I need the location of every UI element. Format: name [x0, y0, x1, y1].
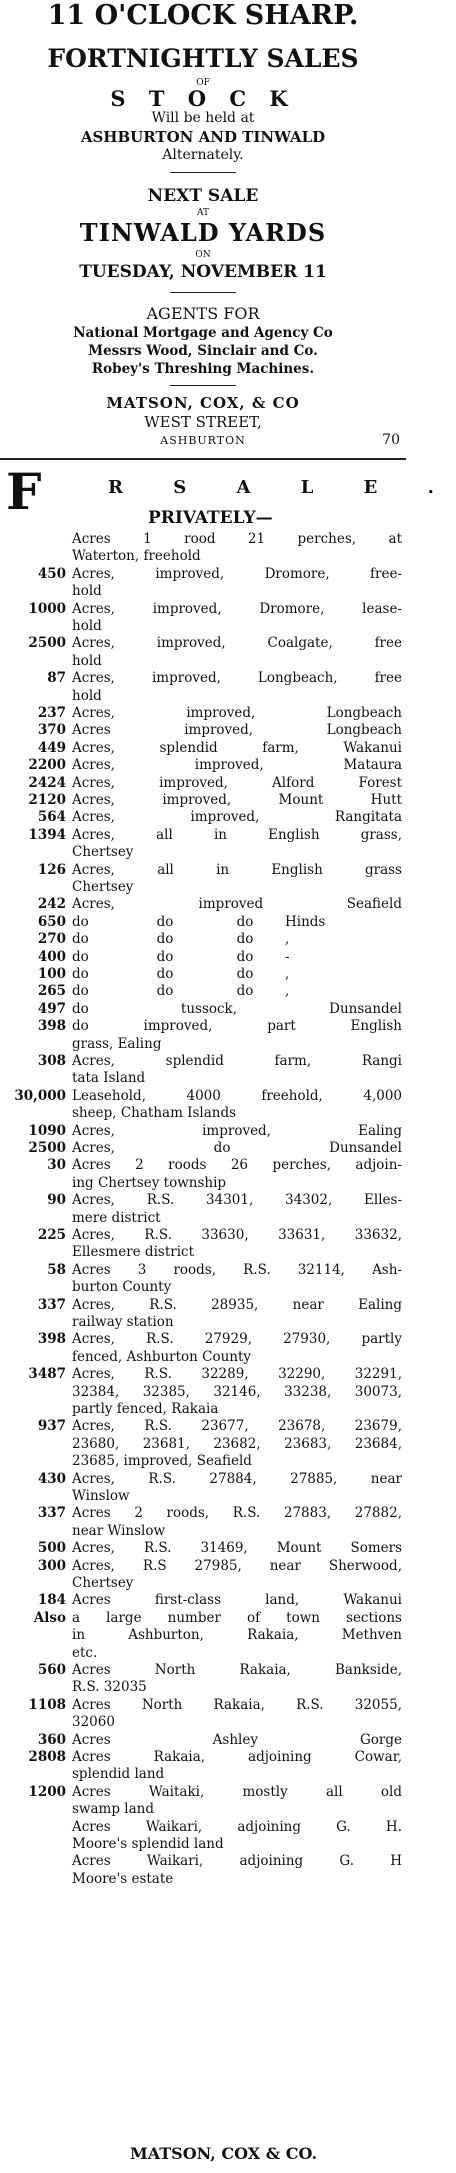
listing-acres: 1090	[28, 1122, 66, 1139]
held-at-line: Will be held at	[151, 110, 255, 126]
listing-continuation: grass, Ealing	[72, 1035, 162, 1052]
listing-entry	[0, 1366, 406, 1418]
firm-name: MATSON, COX, & CO	[106, 394, 300, 412]
ditto-mark: do	[72, 948, 89, 965]
listing-acres: 237	[37, 705, 66, 721]
alternately-line: Alternately.	[162, 147, 244, 163]
listing-continuation: mere district	[72, 1209, 161, 1226]
ditto-mark: do	[156, 966, 174, 982]
listing-entry	[0, 1018, 406, 1053]
listing-acres: 242	[37, 896, 66, 913]
agent-line: National Mortgage and Agency Co	[73, 325, 333, 341]
listing-text: 32384, 32385, 32146, 33238, 30073,	[72, 1383, 402, 1400]
listing-continuation: Chertsey	[72, 878, 134, 895]
listing-acres: 300	[37, 1557, 66, 1574]
listing-continuation: hold	[72, 617, 102, 634]
listing-text: do improved, part English	[72, 1018, 402, 1035]
listing-acres: 308	[37, 1053, 66, 1069]
listing-text: Acres, improved, Mount Hutt	[72, 792, 402, 808]
agents-for-label: AGENTS FOR	[146, 304, 260, 323]
listing-acres: 100	[37, 966, 66, 982]
listing-entry	[0, 757, 406, 774]
listing-entry	[0, 1192, 406, 1227]
listing-acres: 398	[37, 1331, 66, 1348]
listing-text: Acres, improved, Longbeach	[72, 705, 402, 721]
listing-entry	[0, 1331, 406, 1366]
ditto-mark: do	[72, 966, 89, 982]
listing-text: Acres, R.S. 27884, 27885, near	[72, 1470, 402, 1487]
column-divider	[0, 458, 406, 460]
ditto-row	[0, 931, 406, 948]
ditto-mark: do	[72, 913, 89, 930]
listing-entry	[0, 1697, 406, 1732]
privately-label: PRIVATELY—	[148, 508, 273, 528]
listing-acres: Also	[33, 1609, 66, 1626]
drop-cap: F	[6, 462, 42, 521]
listing-text: Leasehold, 4000 freehold, 4,000	[72, 1087, 402, 1104]
listing-text: Acres, all in English grass	[72, 861, 402, 878]
listing-text: Acres 1 rood 21 perches, at	[72, 531, 402, 547]
listing-text: 23680, 23681, 23682, 23683, 23684,	[72, 1435, 402, 1452]
ditto-mark: do	[236, 913, 254, 930]
listing-entry	[0, 740, 406, 757]
listing-entry	[0, 1540, 406, 1557]
listing-entry	[0, 775, 406, 792]
ditto-mark: do	[156, 913, 174, 930]
divider	[170, 292, 236, 293]
listing-entry	[0, 1505, 406, 1540]
divider	[170, 172, 236, 173]
listing-acres: 450	[37, 565, 66, 582]
divider	[170, 385, 236, 386]
listing-acres: 650	[37, 913, 66, 930]
listing-continuation: splendid land	[72, 1766, 165, 1783]
listing-text: Acres, splendid farm, Wakanui	[72, 739, 402, 756]
listing-acres: 3487	[28, 1366, 66, 1383]
listing-acres: 560	[37, 1662, 66, 1678]
ditto-row	[0, 966, 406, 983]
listing-acres: 30,000	[14, 1087, 66, 1104]
listing-entry	[0, 722, 406, 739]
for-sale-heading: R S A L E .	[108, 477, 456, 498]
listing-acres: 1394	[28, 826, 66, 843]
listing-text: Acres, R.S. 28935, near Ealing	[72, 1296, 402, 1313]
listing-continuation: Chertsey	[72, 1574, 134, 1591]
listing-acres: 90	[47, 1192, 66, 1209]
listing-text: Acres Waikari, adjoining G. H	[72, 1853, 402, 1870]
listing-continuation: burton County	[72, 1279, 172, 1296]
listing-acres: 497	[37, 1000, 66, 1017]
ditto-mark: do	[236, 983, 254, 1000]
listing-acres: 2500	[28, 1140, 66, 1156]
listing-acres: 1200	[28, 1783, 66, 1800]
sale-date: TUESDAY, NOVEMBER 11	[79, 262, 327, 282]
listing-entry	[0, 827, 406, 862]
listing-acres: 564	[37, 809, 66, 826]
listing-acres: 2120	[28, 792, 66, 808]
listing-continuation: Waterton, freehold	[72, 548, 201, 565]
listing-text: etc.	[72, 1644, 98, 1661]
listing-entry	[0, 792, 406, 809]
listing-continuation: Winslow	[72, 1487, 130, 1504]
listing-acres: 398	[37, 1018, 66, 1035]
listing-acres: 2808	[28, 1749, 66, 1765]
listing-acres: 30	[47, 1157, 66, 1174]
ditto-mark: do	[236, 931, 254, 948]
listing-text: Acres first-class land, Wakanui	[72, 1592, 402, 1609]
ditto-row	[0, 914, 406, 931]
listing-acres: 337	[37, 1296, 66, 1313]
agent-line: Robey's Threshing Machines.	[91, 361, 315, 377]
listing-text: Acres, improved, Coalgate, free	[72, 635, 402, 652]
listing-entry	[0, 1592, 406, 1609]
listing-text: do tussock, Dunsandel	[72, 1000, 402, 1017]
agent-line: Messrs Wood, Sinclair and Co.	[88, 343, 318, 359]
listing-text: Acres North Rakaia, R.S. 32055,	[72, 1696, 402, 1713]
ditto-place: Hinds	[285, 913, 326, 930]
listing-acres: 126	[37, 861, 66, 878]
headline: 11 O'CLOCK SHARP.	[47, 0, 359, 31]
listing-text: Acres Ashley Gorge	[72, 1731, 402, 1748]
listing-continuation: Moore's splendid land	[72, 1835, 224, 1852]
firm-signature: MATSON, COX & CO.	[130, 2144, 318, 2163]
next-sale-label: NEXT SALE	[147, 186, 259, 206]
firm-town: ASHBURTON	[160, 434, 246, 447]
of-label: OF	[196, 78, 210, 88]
listing-text: Acres, improved, Dromore, free-	[72, 565, 402, 582]
listing-continuation: railway station	[72, 1313, 174, 1330]
listing-text: Acres, all in English grass,	[72, 826, 402, 843]
listing-entry	[0, 1418, 406, 1470]
at-label: AT	[196, 208, 209, 218]
ditto-mark: do	[156, 948, 174, 965]
listing-acres: 1000	[28, 600, 66, 617]
ditto-row	[0, 983, 406, 1000]
listing-entry	[0, 1558, 406, 1593]
listing-acres: 2424	[28, 774, 66, 791]
listing-text: in Ashburton, Rakaia, Methven	[72, 1627, 402, 1644]
listing-continuation: Ellesmere district	[72, 1244, 195, 1261]
listing-entry	[0, 896, 406, 913]
listing-acres: 360	[37, 1731, 66, 1748]
listing-continuation: hold	[72, 652, 102, 669]
listing-entry	[0, 1262, 406, 1297]
listing-acres: 449	[37, 739, 66, 756]
listing-continuation: swamp land	[72, 1801, 154, 1818]
listing-text: Acres, improved, Alford Forest	[72, 774, 402, 791]
listing-continuation: hold	[72, 687, 102, 704]
ditto-place: -	[285, 948, 290, 965]
ditto-mark: do	[236, 948, 254, 965]
listing-text: Acres 3 roods, R.S. 32114, Ash-	[72, 1261, 402, 1278]
listing-entry	[0, 531, 406, 566]
listing-text: Acres North Rakaia, Bankside,	[72, 1662, 402, 1678]
listing-text: Acres, R.S. 34301, 34302, Elles-	[72, 1192, 402, 1209]
listing-text: a large number of town sections	[72, 1609, 402, 1626]
listing-acres: 58	[47, 1261, 66, 1278]
listing-acres: 87	[47, 670, 66, 687]
listing-entry	[0, 1140, 406, 1157]
listing-entry	[0, 1227, 406, 1262]
listing-acres: 937	[37, 1418, 66, 1435]
listing-acres: 270	[37, 931, 66, 948]
listing-entry	[0, 1853, 406, 1888]
listing-entry	[0, 1297, 406, 1332]
listing-continuation: sheep, Chatham Islands	[72, 1105, 237, 1122]
listing-acres: 2500	[28, 635, 66, 652]
listing-text: Acres, improved, Ealing	[72, 1122, 402, 1139]
sale-place: ASHBURTON AND TINWALD	[80, 128, 326, 146]
listing-text: Acres 2 roods 26 perches, adjoin-	[72, 1157, 402, 1174]
listing-text: Acres, improved, Mataura	[72, 757, 402, 774]
listing-text: Acres, splendid farm, Rangi	[72, 1053, 402, 1069]
listing-entry	[0, 1732, 406, 1749]
listing-entry	[0, 705, 406, 722]
listing-acres: 184	[37, 1592, 66, 1609]
listing-acres: 500	[37, 1540, 66, 1557]
listing-text: Acres Waitaki, mostly all old	[72, 1783, 402, 1800]
ditto-row	[0, 949, 406, 966]
listing-entry	[0, 1157, 406, 1192]
listing-acres: 1108	[28, 1696, 66, 1713]
listing-text: Acres, improved, Rangitata	[72, 809, 402, 826]
listing-continuation: Chertsey	[72, 844, 134, 861]
listing-text: 23685, improved, Seafield	[72, 1453, 252, 1470]
listing-entry	[0, 1662, 406, 1697]
listing-acres: 370	[37, 722, 66, 739]
listing-entry	[0, 635, 406, 670]
ad-code: 70	[382, 432, 400, 448]
listing-entry	[0, 862, 406, 897]
ditto-mark: do	[72, 983, 89, 1000]
sales-title: FORTNIGHTLY SALES	[47, 44, 359, 73]
listing-text: Acres, improved, Longbeach, free	[72, 670, 402, 687]
ditto-place: ,	[285, 983, 290, 1000]
listing-entry	[0, 1819, 406, 1854]
listing-continuation: fenced, Ashburton County	[72, 1348, 252, 1365]
listing-text: Acres Rakaia, adjoining Cowar,	[72, 1749, 402, 1765]
listing-entry	[0, 1123, 406, 1140]
listing-text: Acres, R.S. 23677, 23678, 23679,	[72, 1418, 402, 1435]
listing-entry	[0, 1471, 406, 1506]
on-label: ON	[195, 250, 211, 260]
listing-continuation: 32060	[72, 1714, 115, 1731]
ditto-place: ,	[285, 966, 290, 982]
listing-acres: 430	[37, 1470, 66, 1487]
ditto-mark: do	[156, 983, 174, 1000]
listing-text: Acres 2 roods, R.S. 27883, 27882,	[72, 1505, 402, 1522]
yards-title: TINWALD YARDS	[79, 218, 327, 247]
listing-entry	[0, 809, 406, 826]
listing-continuation: near Winslow	[72, 1522, 166, 1539]
listing-entry	[0, 670, 406, 705]
listing-text: Acres, R.S. 27929, 27930, partly	[72, 1331, 402, 1348]
listing-text: Acres, R.S. 31469, Mount Somers	[72, 1540, 402, 1557]
listing-acres: 2200	[28, 757, 66, 774]
listing-entry	[0, 566, 406, 601]
stock-label: S T O C K	[110, 86, 296, 111]
listing-acres: 225	[37, 1227, 66, 1243]
listing-entry	[0, 1053, 406, 1088]
listing-text: Acres, do Dunsandel	[72, 1140, 402, 1156]
listing-entry	[0, 601, 406, 636]
listing-continuation: hold	[72, 583, 102, 600]
listing-continuation: Moore's estate	[72, 1870, 174, 1887]
listing-text: Acres, R.S. 32289, 32290, 32291,	[72, 1366, 402, 1383]
ditto-mark: do	[72, 931, 89, 948]
listing-text: partly fenced, Rakaia	[72, 1400, 219, 1417]
listing-text: Acres, improved, Dromore, lease-	[72, 600, 402, 617]
listing-text: Acres improved, Longbeach	[72, 722, 402, 739]
listing-entry	[0, 1001, 406, 1018]
listing-continuation: ing Chertsey township	[72, 1174, 227, 1191]
listing-acres: 400	[37, 948, 66, 965]
listing-entry	[0, 1088, 406, 1123]
ditto-mark: do	[156, 931, 174, 948]
listing-text: Acres, improved Seafield	[72, 896, 402, 913]
listing-text: Acres Waikari, adjoining G. H.	[72, 1818, 402, 1835]
listing-continuation: R.S. 32035	[72, 1679, 147, 1696]
firm-street: WEST STREET,	[144, 413, 262, 431]
listing-entry	[0, 1784, 406, 1819]
listing-text: Acres, R.S. 33630, 33631, 33632,	[72, 1227, 402, 1243]
ditto-place: ,	[285, 931, 290, 948]
listing-entry	[0, 1610, 406, 1662]
listing-text: Acres, R.S 27985, near Sherwood,	[72, 1557, 402, 1574]
listing-entry	[0, 1749, 406, 1784]
listing-acres: 265	[37, 983, 66, 1000]
ditto-mark: do	[236, 966, 254, 982]
listing-acres: 337	[37, 1505, 66, 1522]
listing-continuation: tata Island	[72, 1070, 146, 1087]
